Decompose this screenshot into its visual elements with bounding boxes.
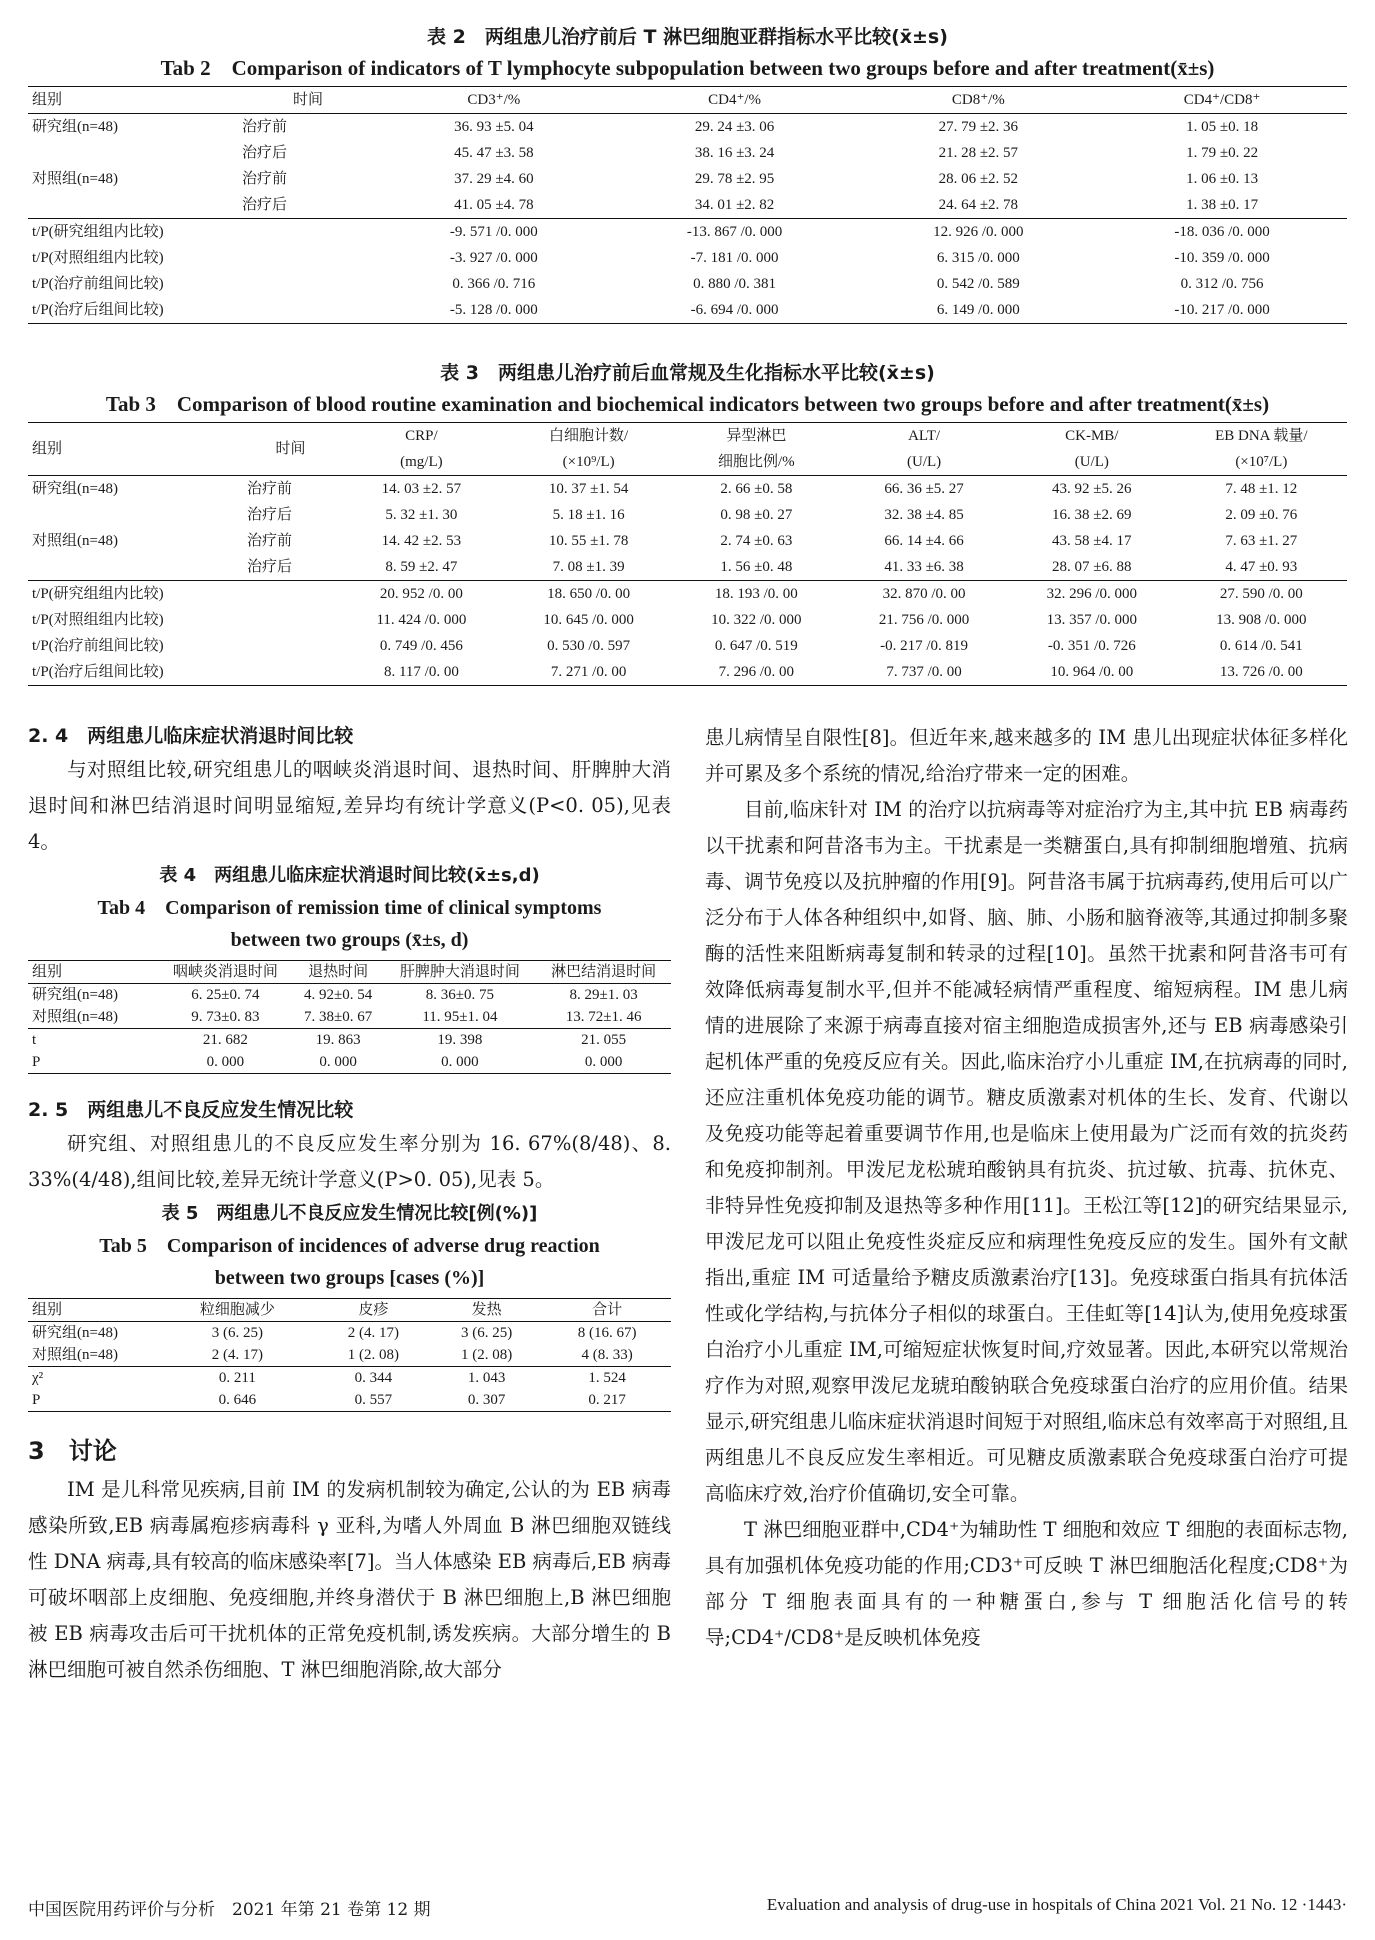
table-cell: 13. 72±1. 46	[565, 1009, 642, 1025]
stats-cell: -7. 181 /0. 000	[690, 250, 779, 266]
table-cell: 4 (8. 33)	[581, 1347, 633, 1363]
column-header: CK-MB/ (U/L)	[1008, 423, 1176, 476]
stats-cell: 0. 344	[354, 1370, 393, 1386]
column-header: 时间	[243, 423, 338, 476]
section-2-4-paragraph: 与对照组比较,研究组患儿的咽峡炎消退时间、退热时间、肝脾肿大消退时间和淋巴结消退时间明显缩短,差异均有统计学意义(P<0. 05),见表 4。	[28, 758, 671, 853]
table-5-caption-en-line2: between two groups [cases (%)]	[214, 1267, 485, 1289]
table-row	[28, 166, 1347, 192]
table-cell: 43. 92 ±5. 26	[1052, 481, 1132, 497]
table-cell: 41. 33 ±6. 38	[884, 559, 964, 575]
stats-cell: 7. 296 /0. 00	[718, 664, 795, 680]
table-row	[28, 502, 1347, 528]
table-row	[28, 192, 1347, 219]
stats-cell: 32. 870 /0. 00	[882, 586, 966, 602]
table-cell: 8. 29±1. 03	[569, 987, 638, 1003]
table-cell: 3 (6. 25)	[211, 1325, 263, 1341]
stats-cell: 32. 296 /0. 000	[1046, 586, 1137, 602]
stats-cell: 8. 117 /0. 00	[383, 664, 459, 680]
table-cell: 36. 93 ±5. 04	[454, 119, 534, 135]
table-5-caption-cn: 表 5 两组患儿不良反应发生情况比较[例(%)]	[161, 1203, 538, 1224]
column-header: CD3⁺/%	[378, 87, 610, 114]
stats-label: χ²	[32, 1370, 44, 1386]
table-cell: 5. 32 ±1. 30	[385, 507, 458, 523]
table-cell: 8 (16. 67)	[577, 1325, 637, 1341]
table-row	[28, 476, 1347, 503]
stats-cell: 0. 211	[218, 1370, 256, 1386]
stats-label: P	[32, 1054, 41, 1070]
table-3-caption-cn: 表 3 两组患儿治疗前后血常规及生化指标水平比较(x̄±s)	[440, 362, 935, 384]
table-cell: 治疗后	[242, 145, 288, 161]
table-cell: 41. 05 ±4. 78	[454, 197, 534, 213]
stats-row	[28, 581, 1347, 608]
column-header: 咽峡炎消退时间	[158, 961, 293, 984]
table-cell: 14. 42 ±2. 53	[381, 533, 462, 549]
table-cell: 7. 08 ±1. 39	[552, 559, 625, 575]
stats-cell: 0. 217	[588, 1392, 626, 1408]
stats-label: P	[32, 1392, 41, 1408]
table-row	[28, 1006, 671, 1029]
stats-cell: 21. 055	[581, 1032, 627, 1048]
footer-journal-en: Evaluation and analysis of drug-use in hospitals of China 2021 Vol. 21 No. 12 ·1443·	[766, 1895, 1347, 1914]
discussion-paragraph-3: T 淋巴细胞亚群中,CD4⁺为辅助性 T 细胞和效应 T 细胞的表面标志物,具有加强机体免疫功能的作用;CD3⁺可反映 T 淋巴细胞活化程度;CD8⁺为部分 T 细胞表面具有的一种糖蛋白,参与 T 细胞活化信号的转导;CD4⁺/CD8⁺是反映机体免疫	[705, 1518, 1348, 1649]
stats-label: t/P(研究组组内比较)	[32, 586, 164, 602]
stats-label: t	[32, 1032, 37, 1048]
row-label: 对照组(n=48)	[32, 1009, 118, 1025]
table-cell: 1. 05 ±0. 18	[1186, 119, 1259, 135]
stats-cell: 13. 726 /0. 00	[1219, 664, 1303, 680]
table-cell: 7. 63 ±1. 27	[1225, 533, 1298, 549]
stats-cell: 0. 000	[584, 1054, 623, 1070]
table-cell: 2. 74 ±0. 63	[720, 533, 793, 549]
stats-cell: 7. 737 /0. 00	[886, 664, 962, 680]
stats-cell: 10. 322 /0. 000	[711, 612, 802, 628]
table-cell: 0. 98 ±0. 27	[720, 507, 793, 523]
row-label: 研究组(n=48)	[32, 987, 118, 1003]
table-2	[28, 86, 1347, 324]
column-header: 肝脾肿大消退时间	[384, 961, 537, 984]
column-header: CD4⁺/CD8⁺	[1097, 87, 1347, 114]
stats-label: t/P(治疗前组间比较)	[32, 638, 164, 654]
stats-cell: 7. 271 /0. 00	[550, 664, 627, 680]
row-label: 研究组(n=48)	[32, 481, 118, 497]
table-cell: 治疗前	[247, 481, 293, 497]
stats-cell: 0. 614 /0. 541	[1219, 638, 1303, 654]
table-cell: 28. 07 ±6. 88	[1052, 559, 1132, 575]
stats-cell: -0. 217 /0. 819	[880, 638, 969, 654]
table-cell: 8. 36±0. 75	[425, 987, 495, 1003]
table-cell: 7. 38±0. 67	[304, 1009, 373, 1025]
table-cell: 治疗前	[242, 171, 288, 187]
stats-cell: 0. 530 /0. 597	[547, 638, 631, 654]
stats-label: t/P(治疗前组间比较)	[32, 276, 164, 292]
row-label: 研究组(n=48)	[32, 1325, 118, 1341]
table-4-caption-cn: 表 4 两组患儿临床症状消退时间比较(x̄±s,d)	[159, 865, 540, 886]
stats-label: t/P(治疗后组间比较)	[32, 302, 164, 318]
stats-cell: -6. 694 /0. 000	[690, 302, 779, 318]
table-2-caption-cn: 表 2 两组患儿治疗前后 T 淋巴细胞亚群指标水平比较(x̄±s)	[427, 26, 948, 48]
column-header: 时间	[238, 87, 378, 114]
stats-cell: 1. 043	[467, 1370, 506, 1386]
column-header: CD4⁺/%	[610, 87, 860, 114]
stats-cell: 10. 964 /0. 00	[1050, 664, 1134, 680]
stats-cell: 0. 880 /0. 381	[693, 276, 777, 292]
table-cell: 1 (2. 08)	[461, 1347, 513, 1363]
table-cell: 1. 38 ±0. 17	[1186, 197, 1259, 213]
column-header: ALT/ (U/L)	[840, 423, 1008, 476]
stats-cell: 10. 645 /0. 000	[543, 612, 634, 628]
table-cell: 29. 24 ±3. 06	[694, 119, 775, 135]
stats-row	[28, 1367, 671, 1390]
stats-cell: 27. 590 /0. 00	[1219, 586, 1303, 602]
table-2-caption-en: Tab 2 Comparison of indicators of T lymphocyte subpopulation between two groups before and after treatment(x̄±s)	[160, 56, 1215, 80]
stats-cell: 11. 424 /0. 000	[376, 612, 467, 628]
column-header: 组别	[28, 961, 158, 984]
table-row	[28, 528, 1347, 554]
table-cell: 27. 79 ±2. 36	[938, 119, 1019, 135]
stats-cell: 0. 542 /0. 589	[936, 276, 1020, 292]
stats-cell: 0. 749 /0. 456	[379, 638, 463, 654]
column-header: 异型淋巴 细胞比例/%	[673, 423, 841, 476]
stats-row	[28, 219, 1347, 246]
stats-cell: 0. 646	[218, 1392, 257, 1408]
table-cell: 1. 56 ±0. 48	[720, 559, 793, 575]
stats-row	[28, 1051, 671, 1074]
stats-cell: 20. 952 /0. 00	[379, 586, 463, 602]
stats-cell: -3. 927 /0. 000	[449, 250, 538, 266]
table-cell: 1. 06 ±0. 13	[1186, 171, 1259, 187]
table-cell: 16. 38 ±2. 69	[1052, 507, 1132, 523]
table-3-caption-en: Tab 3 Comparison of blood routine examination and biochemical indicators between two groups before and after treatment(x̄±s)	[105, 392, 1270, 416]
table-cell: 4. 92±0. 54	[304, 987, 373, 1003]
table-cell: 3 (6. 25)	[461, 1325, 513, 1341]
column-header: 合计	[543, 1299, 671, 1322]
stats-row	[28, 607, 1347, 633]
stats-cell: 0. 647 /0. 519	[714, 638, 798, 654]
table-cell: 29. 78 ±2. 95	[694, 171, 775, 187]
stats-cell: 0. 000	[319, 1054, 357, 1070]
table-5-caption-en-line1: Tab 5 Comparison of incidences of adverse drug reaction	[99, 1235, 600, 1257]
stats-cell: 0. 557	[354, 1392, 393, 1408]
column-header: 白细胞计数/ (×10⁹/L)	[505, 423, 673, 476]
column-header: 淋巴结消退时间	[536, 961, 671, 984]
column-header: 粒细胞减少	[158, 1299, 317, 1322]
table-cell: 21. 28 ±2. 57	[938, 145, 1019, 161]
stats-cell: 18. 650 /0. 00	[547, 586, 631, 602]
table-4	[28, 960, 671, 1074]
row-label	[28, 502, 243, 528]
stats-cell: -13. 867 /0. 000	[686, 224, 783, 240]
table-cell: 6. 25±0. 74	[191, 987, 260, 1003]
stats-cell: 6. 149 /0. 000	[936, 302, 1020, 318]
table-cell: 28. 06 ±2. 52	[938, 171, 1019, 187]
stats-row	[28, 1389, 671, 1412]
table-cell: 66. 14 ±4. 66	[884, 533, 964, 549]
table-row	[28, 1322, 671, 1345]
footer-journal-cn: 中国医院用药评价与分析 2021 年第 21 卷第 12 期	[28, 1900, 431, 1920]
table-cell: 8. 59 ±2. 47	[385, 559, 458, 575]
table-cell: 2. 09 ±0. 76	[1225, 507, 1298, 523]
column-header: 皮疹	[317, 1299, 430, 1322]
column-header: 组别	[28, 423, 243, 476]
table-row	[28, 1344, 671, 1367]
table-cell: 治疗前	[242, 119, 288, 135]
column-header: EB DNA 载量/ (×10⁷/L)	[1176, 423, 1347, 476]
table-cell: 治疗后	[247, 559, 293, 575]
table-cell: 2. 66 ±0. 58	[720, 481, 793, 497]
stats-cell: 6. 315 /0. 000	[936, 250, 1020, 266]
stats-cell: 1. 524	[588, 1370, 626, 1386]
table-row	[28, 140, 1347, 166]
stats-cell: 21. 756 /0. 000	[878, 612, 970, 628]
stats-label: t/P(治疗后组间比较)	[32, 664, 164, 680]
table-cell: 45. 47 ±3. 58	[454, 145, 534, 161]
stats-cell: -9. 571 /0. 000	[449, 224, 538, 240]
stats-row	[28, 245, 1347, 271]
stats-cell: -18. 036 /0. 000	[1174, 224, 1270, 240]
stats-cell: 18. 193 /0. 00	[714, 586, 798, 602]
section-2-4-heading: 2. 4 两组患儿临床症状消退时间比较	[28, 725, 354, 747]
stats-cell: -0. 351 /0. 726	[1047, 638, 1136, 654]
table-cell: 治疗前	[247, 533, 293, 549]
stats-cell: 19. 863	[315, 1032, 361, 1048]
stats-cell: 0. 312 /0. 756	[1180, 276, 1264, 292]
table-cell: 2 (4. 17)	[211, 1347, 263, 1363]
table-cell: 治疗后	[247, 507, 293, 523]
table-3-block	[28, 358, 1347, 686]
stats-row	[28, 633, 1347, 659]
stats-row	[28, 297, 1347, 324]
table-cell: 4. 47 ±0. 93	[1225, 559, 1298, 575]
table-cell: 治疗后	[242, 197, 288, 213]
row-label	[28, 554, 243, 581]
stats-cell: -5. 128 /0. 000	[449, 302, 538, 318]
row-label: 对照组(n=48)	[32, 1347, 118, 1363]
row-label	[28, 140, 238, 166]
stats-label: t/P(对照组组内比较)	[32, 250, 164, 266]
stats-row	[28, 1029, 671, 1052]
row-label: 研究组(n=48)	[32, 119, 118, 135]
table-cell: 1. 79 ±0. 22	[1186, 145, 1259, 161]
section-2-5-paragraph: 研究组、对照组患儿的不良反应发生率分别为 16. 67%(8/48)、8. 33%(4/48),组间比较,差异无统计学意义(P>0. 05),见表 5。	[28, 1132, 671, 1191]
stats-cell: 0. 000	[441, 1054, 479, 1070]
table-cell: 43. 58 ±4. 17	[1052, 533, 1132, 549]
right-column	[705, 720, 1348, 1656]
table-cell: 10. 55 ±1. 78	[548, 533, 629, 549]
stats-cell: -10. 359 /0. 000	[1174, 250, 1270, 266]
table-row	[28, 984, 671, 1007]
table-3	[28, 422, 1347, 686]
stats-cell: 13. 908 /0. 000	[1216, 612, 1307, 628]
left-column	[28, 720, 671, 1688]
table-row	[28, 114, 1347, 141]
column-header: CD8⁺/%	[859, 87, 1097, 114]
stats-cell: 12. 926 /0. 000	[933, 224, 1024, 240]
column-header: CRP/ (mg/L)	[338, 423, 505, 476]
table-cell: 24. 64 ±2. 78	[938, 197, 1019, 213]
column-header: 组别	[28, 1299, 158, 1322]
row-label	[28, 192, 238, 219]
table-cell: 66. 36 ±5. 27	[884, 481, 964, 497]
table-cell: 1 (2. 08)	[347, 1347, 399, 1363]
stats-cell: 0. 366 /0. 716	[452, 276, 536, 292]
stats-cell: 19. 398	[437, 1032, 483, 1048]
stats-row	[28, 271, 1347, 297]
stats-row	[28, 659, 1347, 686]
section-3-heading: 3 讨论	[28, 1437, 117, 1465]
table-4-caption-en-line2: between two groups (x̄±s, d)	[230, 929, 469, 951]
stats-cell: -10. 217 /0. 000	[1174, 302, 1270, 318]
table-2-block	[28, 22, 1347, 324]
section-3-paragraph-1: IM 是儿科常见疾病,目前 IM 的发病机制较为确定,公认的为 EB 病毒感染所致,EB 病毒属疱疹病毒科 γ 亚科,为嗜人外周血 B 淋巴细胞双链线性 DNA 病毒,具有较高的临床感染率[7]。当人体感染 EB 病毒后,EB 病毒可破坏咽部上皮细胞、免疫细胞,并终身潜伏于 B 淋巴细胞上,B 淋巴细胞被 EB 病毒攻击后可干扰机体的正常免疫机制,诱发疾病。大部分增生的 B 淋巴细胞可被自然杀伤细胞、T 淋巴细胞消除,故大部分	[28, 1478, 671, 1681]
stats-cell: 13. 357 /0. 000	[1046, 612, 1137, 628]
table-cell: 11. 95±1. 04	[422, 1009, 498, 1025]
table-cell: 38. 16 ±3. 24	[694, 145, 775, 161]
table-4-caption-en-line1: Tab 4 Comparison of remission time of clinical symptoms	[97, 897, 602, 919]
discussion-paragraph-continued: 患儿病情呈自限性[8]。但近年来,越来越多的 IM 患儿出现症状体征多样化并可累及多个系统的情况,给治疗带来一定的困难。	[705, 726, 1348, 785]
table-cell: 7. 48 ±1. 12	[1225, 481, 1298, 497]
stats-cell: 21. 682	[202, 1032, 248, 1048]
discussion-paragraph-2: 目前,临床针对 IM 的治疗以抗病毒等对症治疗为主,其中抗 EB 病毒药以干扰素和阿昔洛韦为主。干扰素是一类糖蛋白,具有抑制细胞增殖、抗病毒、调节免疫以及抗肿瘤的作用[9]。阿昔洛韦属于抗病毒药,使用后可以广泛分布于人体各种组织中,如肾、脑、肺、小肠和脑脊液等,其通过抑制多聚酶的活性来阻断病毒复制和转录的过程[10]。虽然干扰素和阿昔洛韦可有效降低病毒复制水平,但并不能减轻病情严重程度、缩短病程。IM 患儿病情的进展除了来源于病毒直接对宿主细胞造成损害外,还与 EB 病毒感染引起机体严重的免疫反应有关。因此,临床治疗小儿重症 IM,在抗病毒的同时,还应注重机体免疫功能的调节。糖皮质激素对机体的生长、发育、代谢以及免疫功能等起着重要调节作用,也是临床上使用最为广泛而有效的抗炎药和免疫抑制剂。甲泼尼龙松琥珀酸钠具有抗炎、抗过敏、抗毒、抗休克、非特异性免疫抑制及退热等多种作用[11]。王松江等[12]的研究结果显示,甲泼尼龙可以阻止免疫性炎症反应和病理性免疫反应的发生。国外有文献指出,重症 IM 可适量给予糖皮质激素治疗[13]。免疫球蛋白指具有抗体活性或化学结构,与抗体分子相似的球蛋白。王佳虹等[14]认为,使用免疫球蛋白治疗小儿重症 IM,可缩短症状恢复时间,疗效显著。因此,本研究以常规治疗作为对照,观察甲泼尼龙琥珀酸钠联合免疫球蛋白治疗的应用价值。结果显示,研究组患儿临床症状消退时间短于对照组,临床总有效率高于对照组,且两组患儿不良反应发生率相近。可见糖皮质激素联合免疫球蛋白治疗可提高临床疗效,治疗价值确切,安全可靠。	[705, 798, 1348, 1505]
table-cell: 37. 29 ±4. 60	[454, 171, 534, 187]
stats-cell: 0. 307	[467, 1392, 506, 1408]
table-cell: 5. 18 ±1. 16	[552, 507, 625, 523]
table-cell: 10. 37 ±1. 54	[548, 481, 629, 497]
stats-label: t/P(对照组组内比较)	[32, 612, 164, 628]
column-header: 组别	[28, 87, 238, 114]
column-header: 退热时间	[293, 961, 384, 984]
table-5	[28, 1298, 671, 1412]
column-header: 发热	[430, 1299, 543, 1322]
table-cell: 2 (4. 17)	[347, 1325, 399, 1341]
table-row	[28, 554, 1347, 581]
row-label: 对照组(n=48)	[32, 533, 118, 549]
section-2-5-heading: 2. 5 两组患儿不良反应发生情况比较	[28, 1099, 354, 1121]
row-label: 对照组(n=48)	[32, 171, 118, 187]
stats-label: t/P(研究组组内比较)	[32, 224, 164, 240]
stats-cell: 0. 000	[206, 1054, 245, 1070]
table-cell: 34. 01 ±2. 82	[694, 197, 775, 213]
table-cell: 9. 73±0. 83	[191, 1009, 260, 1025]
table-cell: 32. 38 ±4. 85	[884, 507, 964, 523]
table-cell: 14. 03 ±2. 57	[381, 481, 462, 497]
